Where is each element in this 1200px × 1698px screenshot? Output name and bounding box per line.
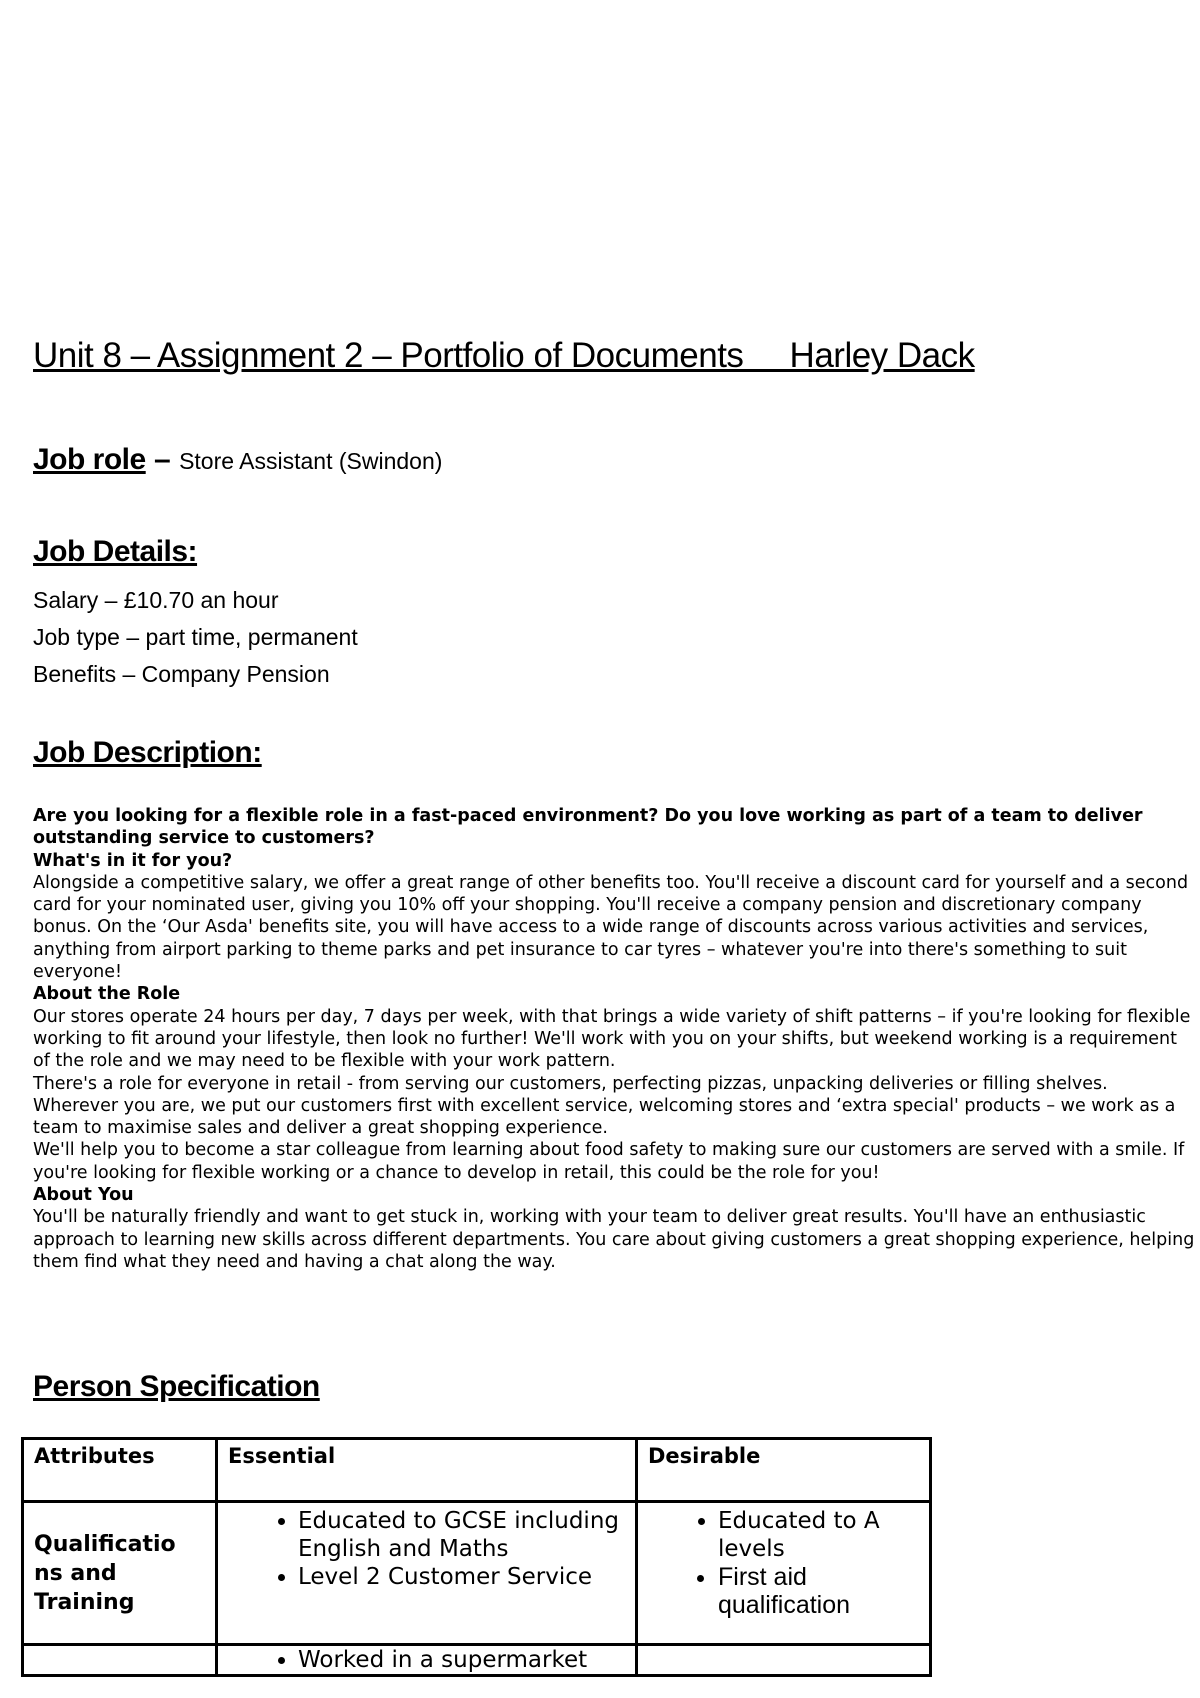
- list-item: • Educated to A levels: [718, 1507, 919, 1563]
- salary-item: Salary – £10.70 an hour: [33, 587, 279, 613]
- qualifications-desirable-cell: [637, 1502, 931, 1645]
- about-role-heading: About the Role: [33, 984, 181, 1005]
- job-role-dash: –: [145, 443, 180, 476]
- table-row: [23, 1645, 931, 1676]
- job-role-label: Job role: [33, 443, 146, 476]
- job-details-heading: Job Details:: [33, 535, 198, 568]
- job-role-value: Store Assistant (Swindon): [179, 448, 443, 474]
- list-item: • First aid qualification: [718, 1563, 919, 1619]
- column-header-attributes: Attributes: [23, 1439, 217, 1502]
- list-item: • Worked in a supermarket: [298, 1646, 625, 1674]
- description-intro: Are you looking for a flexible role in a fast-paced environment? Do you love working as part of a team to deliver outstanding service to customers?: [33, 806, 1143, 849]
- whats-in-it-heading: What's in it for you?: [33, 850, 233, 871]
- job-description-heading: Job Description:: [33, 736, 262, 769]
- experience-label-cell: [23, 1645, 217, 1676]
- qualifications-label: Qualificatio ns and Training: [23, 1502, 217, 1645]
- experience-essential-cell: [217, 1645, 637, 1676]
- column-header-essential: Essential: [217, 1439, 637, 1502]
- experience-desirable-cell: [637, 1645, 931, 1676]
- about-role-paragraph-1: Our stores operate 24 hours per day, 7 days per week, with that brings a wide variety of shift patterns – if you're looking for flexible working to fit around your lifestyle, then look no further! We'll work with you on your shifts, but weekend working is a requirement of the role and we may need to be flexible with your work pattern.: [33, 1006, 1191, 1072]
- person-spec-heading: Person Specification: [33, 1370, 320, 1403]
- column-header-desirable: Desirable: [637, 1439, 931, 1502]
- benefits-item: Benefits – Company Pension: [33, 661, 330, 687]
- document-title: Unit 8 – Assignment 2 – Portfolio of Documents Harley Dack: [33, 336, 975, 375]
- job-type-item: Job type – part time, permanent: [33, 624, 358, 650]
- job-role-line: [33, 443, 442, 477]
- table-header-row: [23, 1439, 931, 1502]
- table-row: [23, 1502, 931, 1645]
- whats-in-it-text: Alongside a competitive salary, we offer a great range of other benefits too. You'll receive a discount card for yourself and a second card for your nominated user, giving you 10% off your shopping. You'll receive a company pension and discretionary company bonus. On the ‘Our Asda' benefits site, you will have access to a wide range of discounts across various activities and services, anything from airport parking to theme parks and pet insurance to car tyres – whatever you're into there's something to suit everyone!: [33, 872, 1189, 983]
- about-you-heading: About You: [33, 1185, 134, 1206]
- qualifications-essential-cell: [217, 1502, 637, 1645]
- person-spec-table: [21, 1437, 932, 1677]
- job-description-body: [33, 805, 1198, 1273]
- about-role-paragraph-2: There's a role for everyone in retail - from serving our customers, perfecting pizzas, unpacking deliveries or filling shelves. Wherever you are, we put our customers first with excellent service, welcoming stores and ‘extra special' products – we work as a team to maximise sales and deliver a great shopping experience.: [33, 1073, 1176, 1139]
- about-role-paragraph-3: We'll help you to become a star colleague from learning about food safety to making sure our customers are served with a smile. If you're looking for flexible working or a chance to develop in retail, this could be the role for you!: [33, 1140, 1185, 1183]
- job-details-list: [33, 582, 358, 693]
- list-item: • Educated to GCSE including English and Maths: [298, 1507, 625, 1563]
- list-item: • Level 2 Customer Service: [298, 1563, 625, 1591]
- about-you-text: You'll be naturally friendly and want to get stuck in, working with your team to deliver great results. You'll have an enthusiastic approach to learning new skills across different departments. You care about giving customers a great shopping experience, helping them find what they need and having a chat along the way.: [33, 1207, 1195, 1272]
